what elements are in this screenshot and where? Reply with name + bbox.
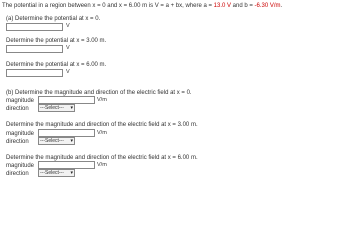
- field-direction-x0-select[interactable]: [38, 104, 75, 112]
- potential-x3-unit: V: [66, 45, 70, 51]
- b-value: -6.30 V/m: [254, 3, 281, 9]
- magnitude-label-x0: magnitude: [6, 98, 35, 104]
- a-value: 13.0 V: [213, 3, 231, 9]
- chevron-down-icon: ▾: [70, 138, 73, 144]
- part-a-question-3: Determine the potential at x = 6.00 m.: [6, 62, 107, 68]
- field-magnitude-x0-input[interactable]: [38, 96, 95, 104]
- chevron-down-icon: ▾: [70, 105, 73, 111]
- potential-x3-input[interactable]: [6, 45, 63, 53]
- part-a-question-1: (a) Determine the potential at x = 0.: [6, 16, 101, 22]
- field-direction-x3-select[interactable]: [38, 137, 75, 145]
- field-magnitude-x0-unit: V/m: [97, 97, 107, 103]
- direction-label-x3: direction: [6, 139, 29, 145]
- problem-intro-text: The potential in a region between x = 0 and x = 6.00 m is V = a + bx, where a =: [2, 3, 214, 9]
- potential-x6-input[interactable]: [6, 69, 63, 77]
- field-magnitude-x6-input[interactable]: [38, 161, 95, 169]
- part-b-question-3: Determine the magnitude and direction of the electric field at x = 6.00 m.: [6, 155, 198, 161]
- potential-x0-unit: V: [66, 23, 70, 29]
- end-text: .: [280, 3, 283, 9]
- part-b-question-2: Determine the magnitude and direction of the electric field at x = 3.00 m.: [6, 122, 198, 128]
- field-direction-x6-select[interactable]: [38, 169, 75, 177]
- part-b-question-1: (b) Determine the magnitude and direction of the electric field at x = 0.: [6, 90, 192, 96]
- direction-label-x0: direction: [6, 106, 29, 112]
- potential-x6-unit: V: [66, 69, 70, 75]
- field-magnitude-x3-input[interactable]: [38, 129, 95, 137]
- field-magnitude-x6-unit: V/m: [97, 162, 107, 168]
- potential-x0-input[interactable]: [6, 23, 63, 31]
- magnitude-label-x6: magnitude: [6, 163, 35, 169]
- and-text: and b =: [231, 3, 255, 9]
- part-a-question-2: Determine the potential at x = 3.00 m.: [6, 38, 107, 44]
- field-direction-x6-value: ---Select---: [40, 170, 64, 176]
- field-magnitude-x3-unit: V/m: [97, 130, 107, 136]
- field-direction-x3-value: ---Select---: [40, 138, 64, 144]
- field-direction-x0-value: ---Select---: [40, 105, 64, 111]
- problem-statement: [2, 3, 282, 9]
- magnitude-label-x3: magnitude: [6, 131, 35, 137]
- chevron-down-icon: ▾: [70, 170, 73, 176]
- direction-label-x6: direction: [6, 171, 29, 177]
